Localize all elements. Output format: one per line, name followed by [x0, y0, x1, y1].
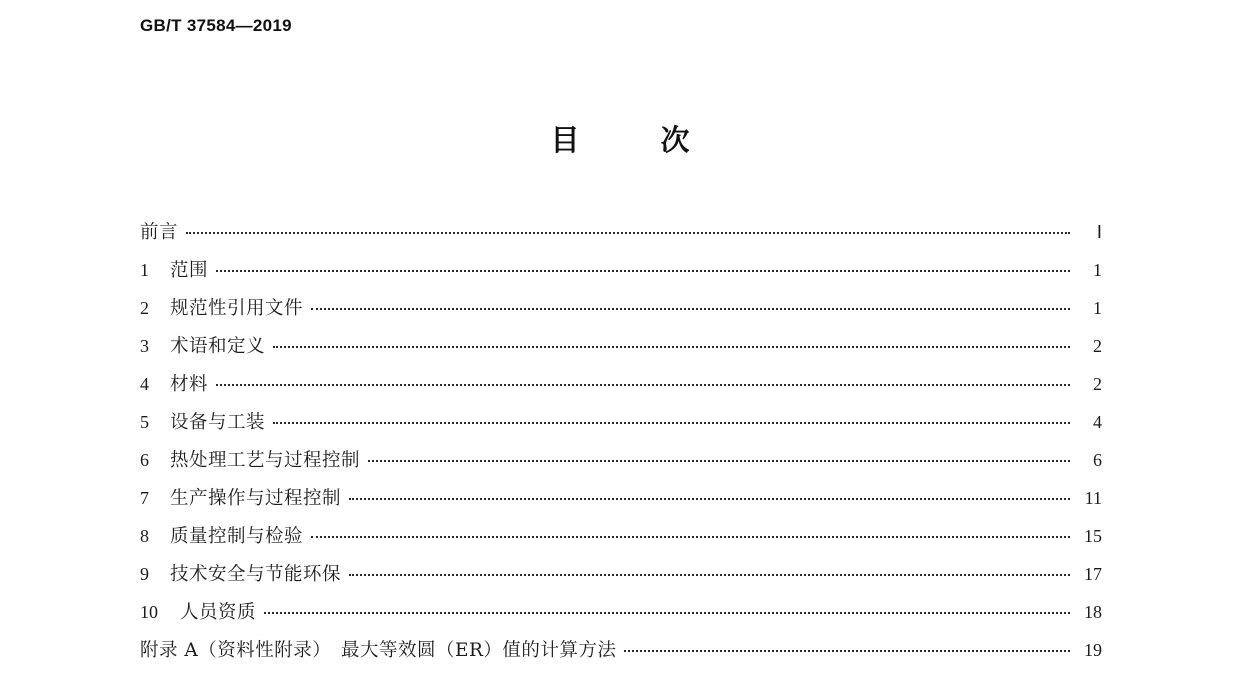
toc-entry-number: 8 — [140, 526, 149, 546]
toc-entry-personnel-qualification[interactable] — [140, 598, 1102, 636]
toc-entry-page: 15 — [1084, 526, 1102, 546]
toc-entry-number: 2 — [140, 298, 149, 318]
table-of-contents — [140, 218, 1102, 674]
toc-entry-number: 7 — [140, 488, 149, 508]
toc-entry-label: 规范性引用文件 — [170, 298, 304, 319]
toc-entry-label: 范围 — [170, 260, 209, 281]
toc-entry-number: 5 — [140, 412, 149, 432]
toc-entry-label: 生产操作与过程控制 — [170, 488, 342, 509]
toc-entry-number: 3 — [140, 336, 149, 356]
toc-leader — [368, 460, 1070, 462]
toc-entry-preface[interactable] — [140, 218, 1102, 256]
toc-entry-page: 6 — [1093, 450, 1102, 470]
toc-leader — [264, 612, 1070, 614]
toc-entry-number: 6 — [140, 450, 149, 470]
toc-entry-page: 1 — [1093, 298, 1102, 318]
toc-entry-annex-a[interactable] — [140, 636, 1102, 674]
toc-entry-page: 2 — [1093, 336, 1102, 356]
toc-leader — [186, 232, 1070, 234]
toc-entry-scope[interactable] — [140, 256, 1102, 294]
toc-leader — [349, 574, 1070, 576]
toc-entry-production-operation[interactable] — [140, 484, 1102, 522]
toc-entry-label: 前言 — [140, 222, 179, 243]
standard-number: GB/T 37584—2019 — [140, 16, 292, 35]
toc-entry-label: 附录 A（资料性附录） 最大等效圆（ER）值的计算方法 — [140, 640, 617, 661]
toc-entry-heat-treatment-process[interactable] — [140, 446, 1102, 484]
toc-entry-page: 19 — [1084, 640, 1102, 660]
toc-entry-page: 11 — [1084, 488, 1102, 508]
toc-leader — [216, 384, 1070, 386]
toc-entry-label: 人员资质 — [180, 602, 257, 623]
toc-leader — [624, 650, 1070, 652]
toc-entry-page: 18 — [1084, 602, 1102, 622]
toc-entry-terms-and-definitions[interactable] — [140, 332, 1102, 370]
toc-entry-normative-references[interactable] — [140, 294, 1102, 332]
toc-entry-page: 1 — [1093, 260, 1102, 280]
toc-leader — [311, 308, 1070, 310]
toc-entry-safety-and-environment[interactable] — [140, 560, 1102, 598]
toc-leader — [349, 498, 1070, 500]
page-title: 目 次 — [550, 123, 716, 157]
toc-entry-number: 9 — [140, 564, 149, 584]
toc-entry-page: 4 — [1093, 412, 1102, 432]
toc-entry-label: 质量控制与检验 — [170, 526, 304, 547]
toc-entry-page: 17 — [1084, 564, 1102, 584]
toc-entry-page: Ⅰ — [1096, 222, 1102, 242]
toc-entry-label: 材料 — [170, 374, 209, 395]
toc-entry-number: 10 — [140, 602, 158, 622]
toc-entry-number: 4 — [140, 374, 149, 394]
toc-entry-label: 术语和定义 — [170, 336, 266, 357]
toc-leader — [311, 536, 1070, 538]
toc-leader — [216, 270, 1070, 272]
toc-entry-label: 设备与工装 — [170, 412, 266, 433]
toc-entry-page: 2 — [1093, 374, 1102, 394]
toc-leader — [273, 422, 1070, 424]
toc-entry-number: 1 — [140, 260, 149, 280]
toc-entry-materials[interactable] — [140, 370, 1102, 408]
toc-entry-equipment-and-tooling[interactable] — [140, 408, 1102, 446]
toc-entry-quality-control[interactable] — [140, 522, 1102, 560]
toc-leader — [273, 346, 1070, 348]
toc-entry-label: 热处理工艺与过程控制 — [170, 450, 361, 471]
toc-entry-label: 技术安全与节能环保 — [170, 564, 342, 585]
